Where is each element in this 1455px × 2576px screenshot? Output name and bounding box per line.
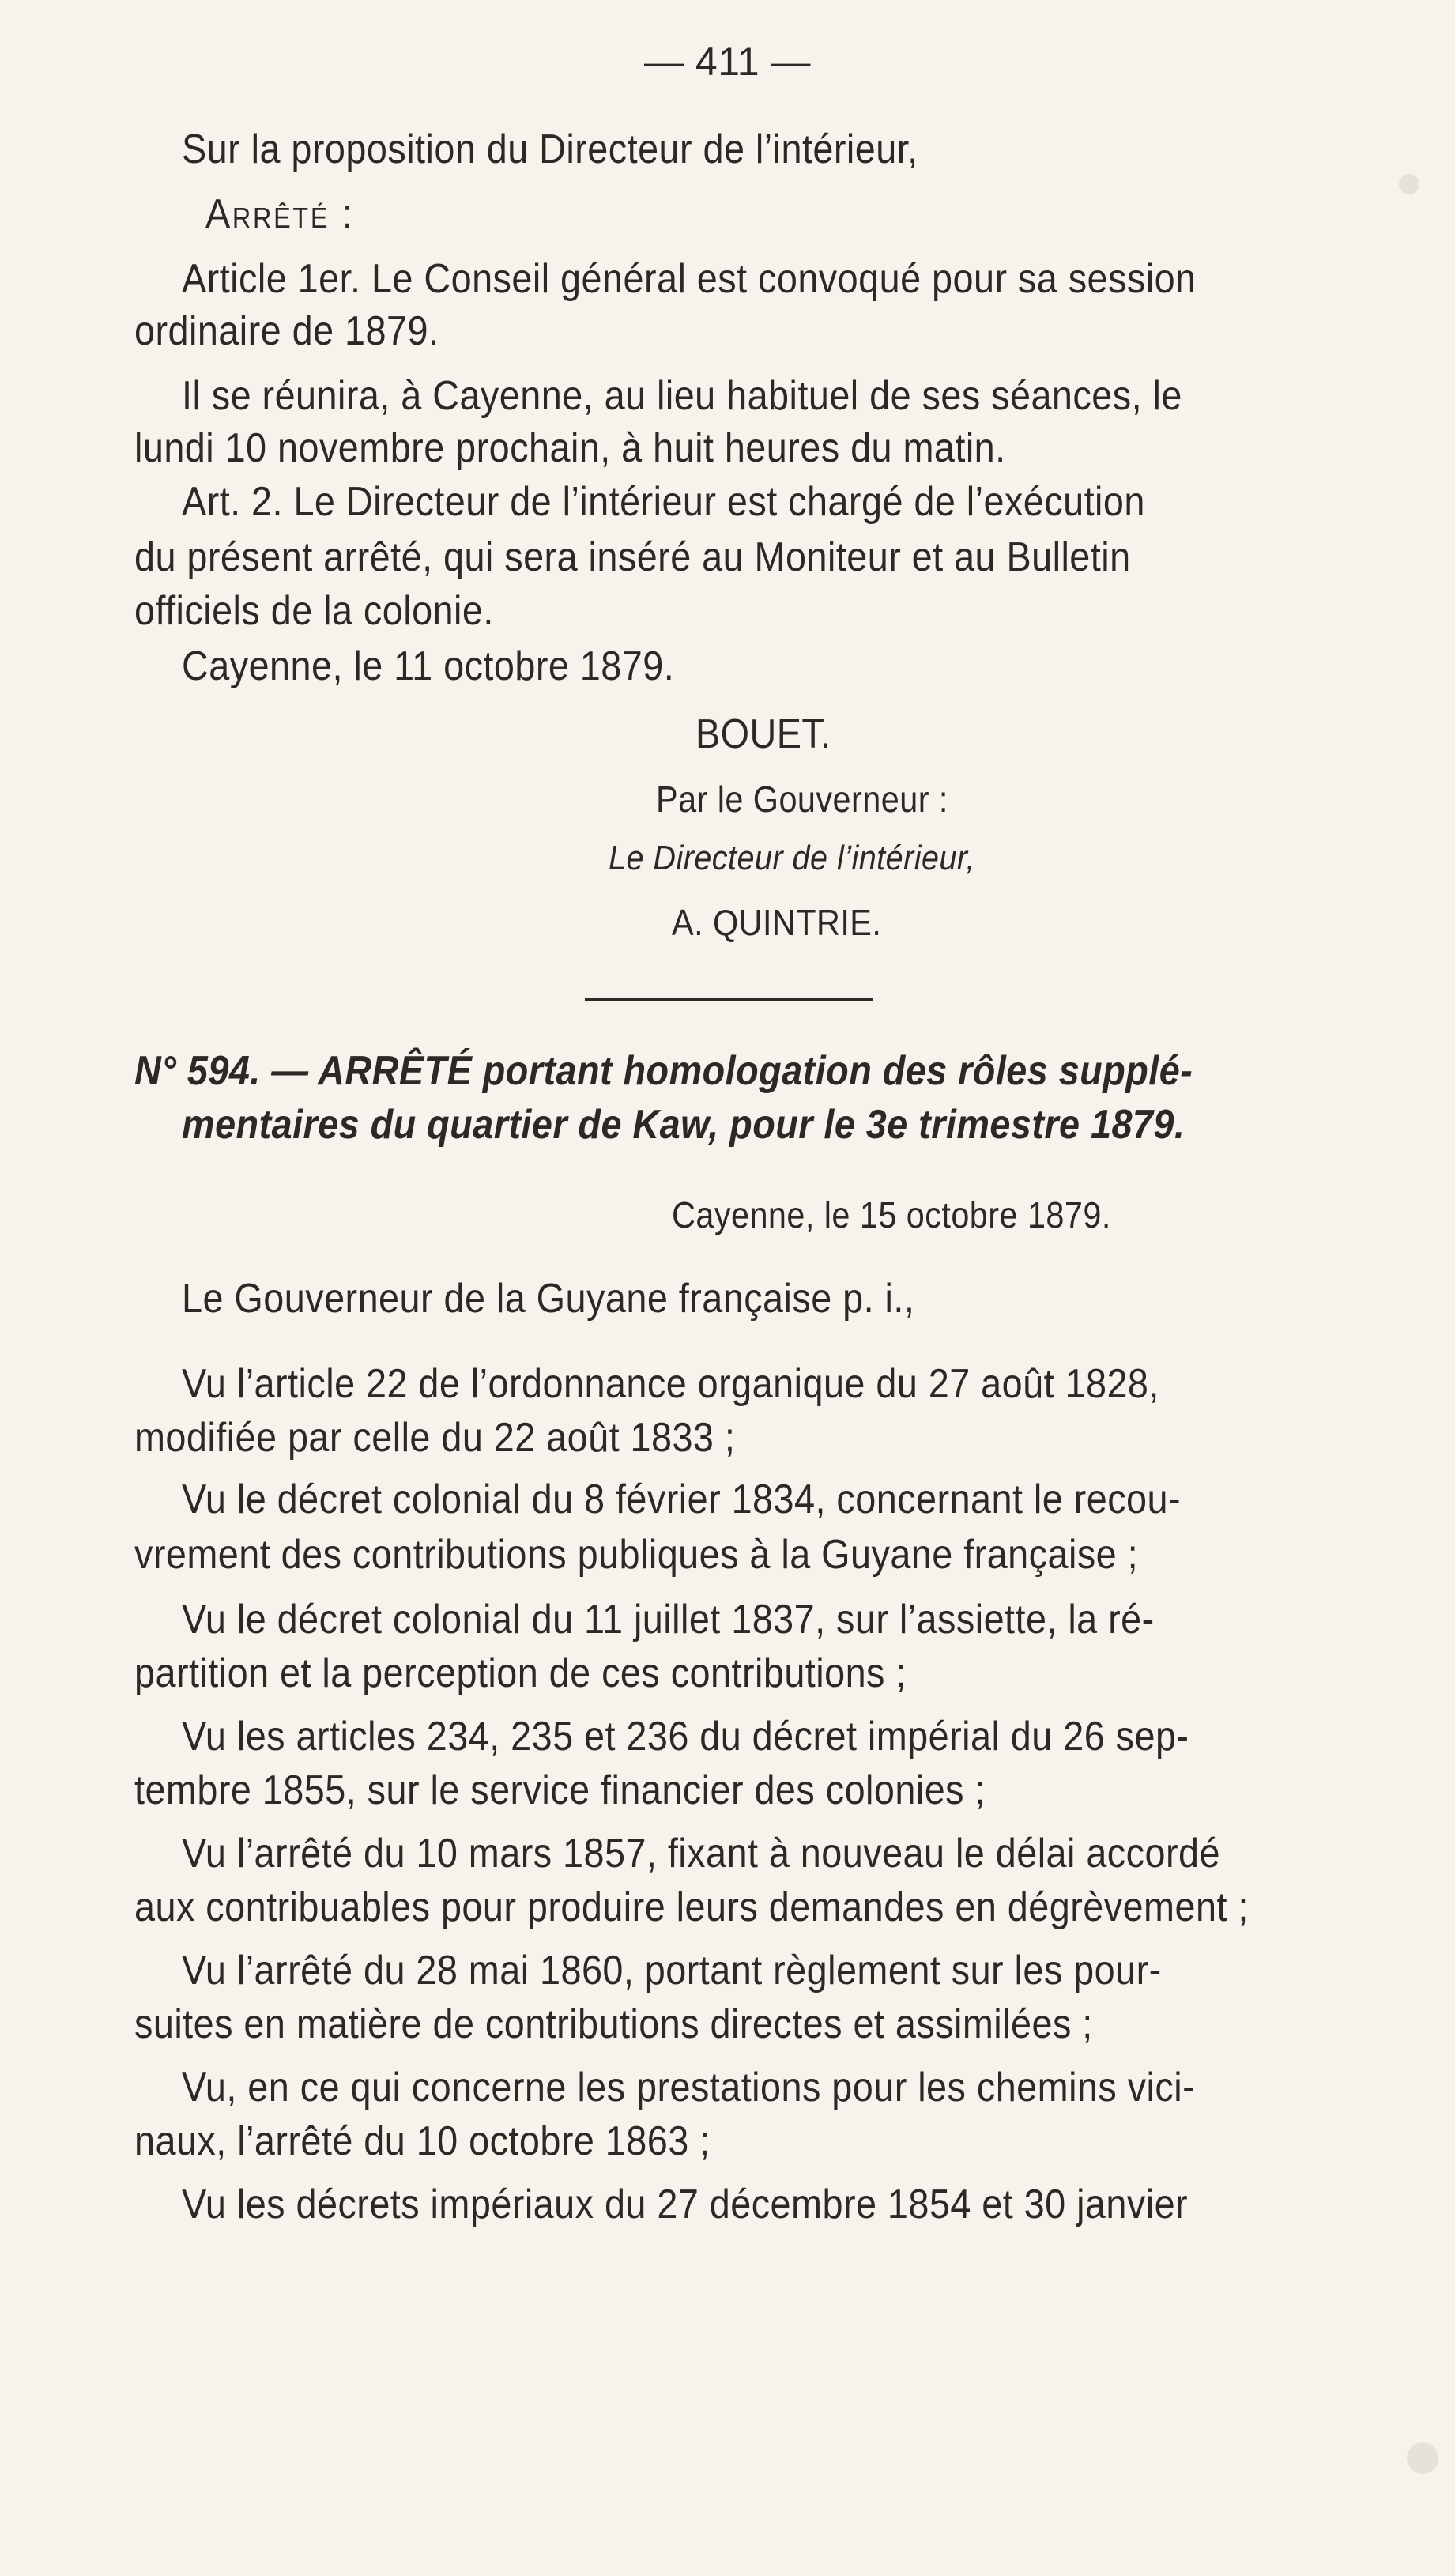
body-line: modifiée par celle du 22 août 1833 ; bbox=[134, 1415, 736, 1461]
dateline: Cayenne, le 11 octobre 1879. bbox=[182, 643, 675, 689]
body-line: ordinaire de 1879. bbox=[134, 308, 439, 354]
body-line: Article 1er. Le Conseil général est convoqué pour sa session bbox=[182, 256, 1197, 302]
director-title: Le Directeur de l’intérieur, bbox=[609, 839, 975, 877]
body-line: naux, l’arrêté du 10 octobre 1863 ; bbox=[134, 2118, 711, 2164]
body-line: Vu les articles 234, 235 et 236 du décret impérial du 26 sep- bbox=[182, 1714, 1189, 1759]
paper-stain bbox=[1407, 2442, 1438, 2474]
section-title: N° 594. — ARRÊTÉ portant homologation des rôles supplé- bbox=[134, 1048, 1193, 1094]
intro-line: Sur la proposition du Directeur de l’intérieur, bbox=[182, 126, 918, 172]
body-line: Vu l’article 22 de l’ordonnance organique du 27 août 1828, bbox=[182, 1361, 1159, 1407]
dateline: Cayenne, le 15 octobre 1879. bbox=[672, 1194, 1111, 1235]
paper-stain bbox=[1399, 174, 1419, 194]
signature: BOUET. bbox=[695, 711, 831, 757]
body-line: Vu le décret colonial du 8 février 1834, concernant le recou- bbox=[182, 1477, 1182, 1522]
body-line: vrement des contributions publiques à la Guyane française ; bbox=[134, 1532, 1139, 1578]
governor-line: Le Gouverneur de la Guyane française p. i., bbox=[182, 1276, 915, 1322]
section-title: mentaires du quartier de Kaw, pour le 3e trimestre 1879. bbox=[182, 1102, 1185, 1148]
body-line: Art. 2. Le Directeur de l’intérieur est chargé de l’exécution bbox=[182, 479, 1145, 525]
by-governor: Par le Gouverneur : bbox=[656, 779, 948, 820]
section-divider bbox=[585, 998, 873, 1001]
body-line: Vu le décret colonial du 11 juillet 1837, sur l’assiette, la ré- bbox=[182, 1597, 1155, 1643]
body-line: tembre 1855, sur le service financier des colonies ; bbox=[134, 1767, 986, 1813]
arrete-label: Arrêté : bbox=[205, 191, 355, 237]
body-line: officiels de la colonie. bbox=[134, 588, 494, 634]
body-line: partition et la perception de ces contributions ; bbox=[134, 1650, 907, 1696]
body-line: Il se réunira, à Cayenne, au lieu habituel de ses séances, le bbox=[182, 373, 1182, 419]
body-line: du présent arrêté, qui sera inséré au Moniteur et au Bulletin bbox=[134, 534, 1131, 580]
page-number: — 411 — bbox=[644, 40, 811, 84]
body-line: aux contribuables pour produire leurs demandes en dégrèvement ; bbox=[134, 1884, 1249, 1930]
body-line: Vu l’arrêté du 28 mai 1860, portant règlement sur les pour- bbox=[182, 1948, 1162, 1993]
body-line: Vu les décrets impériaux du 27 décembre 1854 et 30 janvier bbox=[182, 2182, 1189, 2227]
director-name: A. QUINTRIE. bbox=[672, 902, 882, 943]
body-line: Vu, en ce qui concerne les prestations pour les chemins vici- bbox=[182, 2065, 1196, 2110]
body-line: suites en matière de contributions directes et assimilées ; bbox=[134, 2001, 1093, 2047]
body-line: lundi 10 novembre prochain, à huit heures du matin. bbox=[134, 425, 1006, 471]
body-line: Vu l’arrêté du 10 mars 1857, fixant à nouveau le délai accordé bbox=[182, 1831, 1220, 1876]
